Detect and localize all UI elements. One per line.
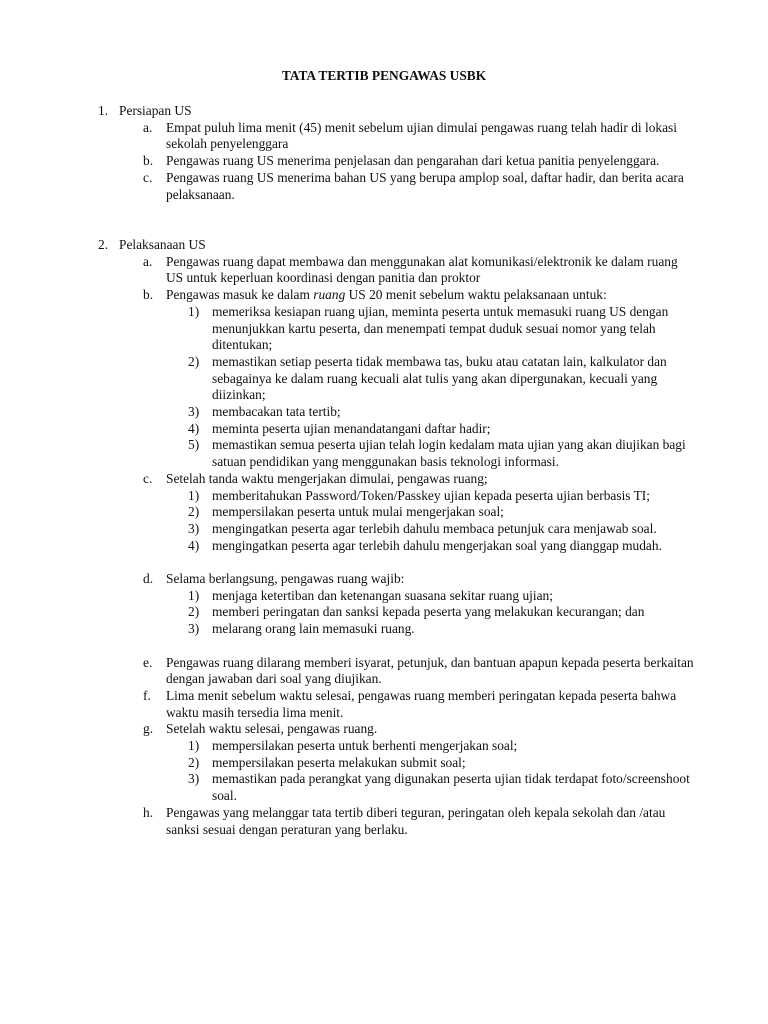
sub-list-item [0, 304, 696, 354]
item-marker: a. [143, 253, 153, 269]
list-item [0, 120, 696, 153]
sub-item-text: memberi peringatan dan sanksi kepada peserta yang melakukan kecurangan; dan [212, 604, 645, 620]
sub-list-item [0, 621, 696, 638]
sub-item-text: memastikan semua peserta ujian telah login kedalam mata ujian yang akan diujikan bagi satuan pendidikan yang menggunakan basis teknologi informasi. [212, 437, 686, 470]
item-text: Pengawas yang melanggar tata tertib diberi teguran, peringatan oleh kepala sekolah dan /atau sanksi sesuai dengan peraturan yang berlaku. [166, 804, 666, 837]
sub-item-text: memberitahukan Password/Token/Passkey ujian kepada peserta ujian berbasis TI; [212, 487, 650, 503]
item-text: Empat puluh lima menit (45) menit sebelum ujian dimulai pengawas ruang telah hadir di lokasi sekolah penyelenggara [166, 119, 677, 152]
sub-item-marker: 2) [188, 353, 200, 369]
sub-item-marker: 4) [188, 420, 200, 436]
section-number: 2. [98, 237, 109, 252]
list-item [0, 170, 696, 203]
section-heading [0, 103, 768, 120]
sub-item-marker: 5) [188, 437, 200, 453]
item-text: Setelah tanda waktu mengerjakan dimulai, pengawas ruang; [166, 470, 488, 486]
sub-item-text: menjaga ketertiban dan ketenangan suasana sekitar ruang ujian; [212, 587, 553, 603]
sub-list-item [0, 404, 696, 421]
section-label: Persiapan US [119, 103, 192, 118]
item-text: Selama berlangsung, pengawas ruang wajib: [166, 571, 405, 587]
item-marker: c. [143, 169, 153, 185]
section-pelaksanaan [0, 237, 768, 838]
list-item [0, 571, 696, 588]
sub-item-text: memeriksa kesiapan ruang ujian, meminta peserta untuk memasuki ruang US dengan menunjukkan kartu peserta, dan menempati tempat duduk sesuai nomor yang telah ditentukan; [212, 303, 669, 353]
sub-item-marker: 4) [188, 537, 200, 553]
sub-item-marker: 1) [188, 303, 200, 319]
item-marker: a. [143, 119, 153, 135]
item-marker: g. [143, 721, 154, 737]
sub-item-text: mempersilakan peserta untuk berhenti mengerjakan soal; [212, 738, 518, 754]
sub-item-text: memastikan pada perangkat yang digunakan peserta ujian tidak terdapat foto/screenshoot soal. [212, 771, 690, 804]
list-item [0, 688, 696, 721]
spacer [0, 638, 768, 655]
sub-list-item [0, 437, 696, 470]
section-number: 1. [98, 103, 109, 118]
sub-item-marker: 3) [188, 520, 200, 536]
document-title: TATA TERTIB PENGAWAS USBK [281, 68, 487, 83]
sub-item-text: mempersilakan peserta melakukan submit soal; [212, 754, 466, 770]
item-text-emphasis: ruang [313, 287, 346, 303]
sub-list-item [0, 354, 696, 404]
section-heading [0, 237, 768, 254]
sub-list-item [0, 604, 696, 621]
item-marker: b. [143, 153, 154, 169]
sub-item-marker: 1) [188, 587, 200, 603]
list-item [0, 805, 696, 838]
sub-item-marker: 1) [188, 487, 200, 503]
list-item [0, 471, 696, 488]
item-marker: b. [143, 287, 154, 303]
item-text [166, 287, 696, 304]
item-marker: c. [143, 470, 153, 486]
sub-item-marker: 3) [188, 404, 200, 420]
sub-item-text: meminta peserta ujian menandatangani daftar hadir; [212, 420, 491, 436]
sub-item-marker: 2) [188, 604, 200, 620]
sub-list-item [0, 738, 696, 755]
sub-list-item [0, 538, 696, 555]
sub-item-marker: 3) [188, 621, 200, 637]
sub-list-item [0, 755, 696, 772]
item-marker: h. [143, 804, 154, 820]
section-persiapan [0, 103, 768, 203]
sub-item-marker: 2) [188, 504, 200, 520]
item-text-post: US 20 menit sebelum waktu pelaksanaan untuk: [345, 287, 607, 303]
sub-item-text: mempersilakan peserta untuk mulai mengerjakan soal; [212, 504, 504, 520]
item-text-pre: Pengawas masuk ke dalam [166, 287, 314, 303]
sub-item-text: mengingatkan peserta agar terlebih dahulu membaca petunjuk cara menjawab soal. [212, 520, 657, 536]
sub-list-item [0, 504, 696, 521]
sub-list-item [0, 588, 696, 605]
list-item [0, 153, 696, 170]
sub-list-item [0, 521, 696, 538]
item-marker: e. [143, 654, 153, 670]
item-text: Lima menit sebelum waktu selesai, pengawas ruang memberi peringatan kepada peserta bahwa waktu masih tersedia lima menit. [166, 687, 677, 720]
item-text: Pengawas ruang US menerima penjelasan dan pengarahan dari ketua panitia penyelenggara. [166, 153, 660, 169]
item-marker: d. [143, 571, 154, 587]
item-text: Setelah waktu selesai, pengawas ruang. [166, 721, 378, 737]
sub-list-item [0, 421, 696, 438]
spacer [0, 554, 768, 571]
item-text: Pengawas ruang dilarang memberi isyarat, petunjuk, dan bantuan apapun kepada peserta berkaitan dengan jawaban dari soal yang diujikan. [166, 654, 694, 687]
sub-item-marker: 2) [188, 754, 200, 770]
sub-item-text: memastikan setiap peserta tidak membawa tas, buku atau catatan lain, kalkulator dan sebagainya ke dalam ruang kecuali alat tulis yang akan dipergunakan, kecuali yang diizinkan; [212, 353, 667, 403]
item-marker: f. [143, 687, 151, 703]
sub-item-text: mengingatkan peserta agar terlebih dahulu mengerjakan soal yang dianggap mudah. [212, 537, 662, 553]
list-item [0, 721, 696, 738]
item-text: Pengawas ruang dapat membawa dan menggunakan alat komunikasi/elektronik ke dalam ruang US untuk keperluan koordinasi dengan panitia dan proktor [166, 253, 678, 286]
item-text: Pengawas ruang US menerima bahan US yang berupa amplop soal, daftar hadir, dan berita acara pelaksanaan. [166, 169, 684, 202]
sub-item-text: membacakan tata tertib; [212, 404, 341, 420]
sub-item-text: melarang orang lain memasuki ruang. [212, 621, 415, 637]
section-label: Pelaksanaan US [119, 237, 206, 252]
list-item [0, 287, 696, 304]
sub-list-item [0, 488, 696, 505]
list-item [0, 655, 696, 688]
sub-item-marker: 1) [188, 738, 200, 754]
sub-list-item [0, 771, 696, 804]
list-item [0, 254, 696, 287]
sub-item-marker: 3) [188, 771, 200, 787]
